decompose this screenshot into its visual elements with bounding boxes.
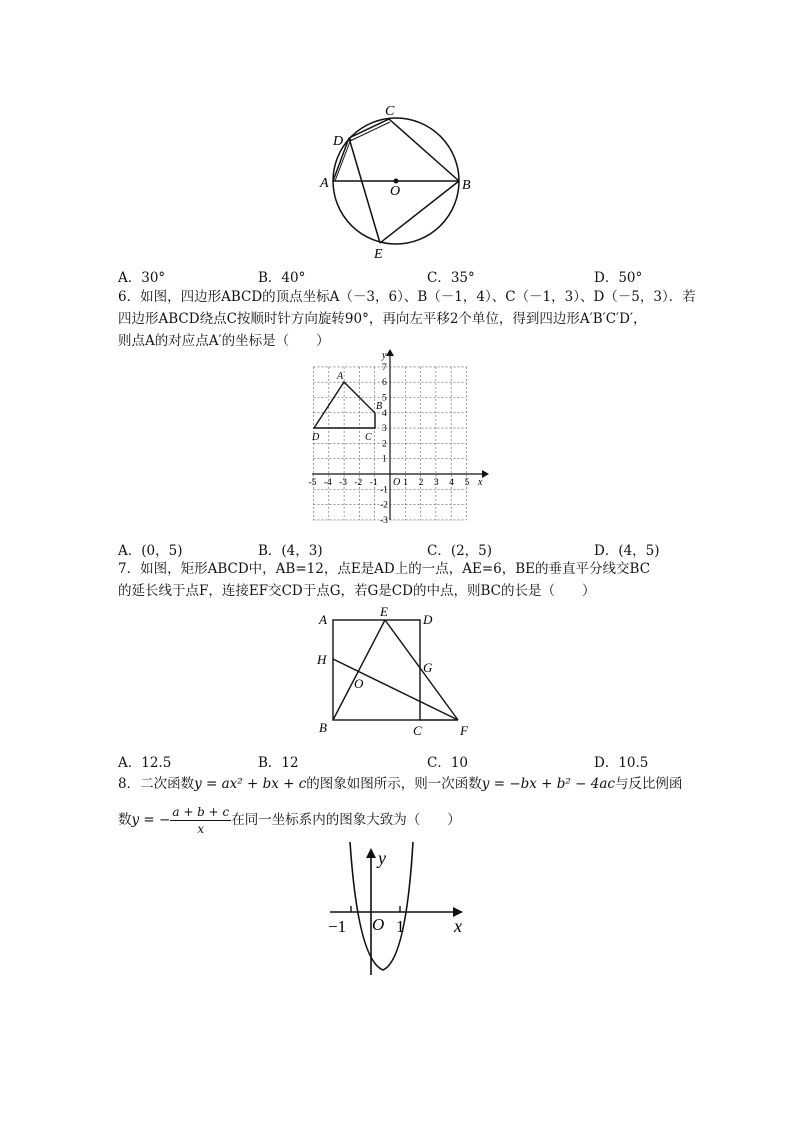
x-tick-label: -1	[369, 478, 378, 488]
q6-option-b[interactable]: B．(4，3)	[258, 543, 323, 559]
y-axis-arrow	[366, 848, 376, 858]
label-o: O	[393, 477, 401, 488]
x-tick-label: 1	[403, 478, 409, 488]
segment-ef	[385, 620, 458, 720]
q8-fraction-numerator: a + b + c	[172, 805, 230, 819]
q7-option-b[interactable]: B．12	[258, 755, 299, 771]
x-tick-label: 3	[433, 478, 439, 488]
y-tick-label: -3	[380, 515, 388, 526]
label-e: E	[380, 604, 388, 619]
label-c: C	[365, 432, 372, 443]
segment-dc	[349, 119, 389, 138]
y-tick-label: 6	[382, 378, 387, 389]
x-axis-arrow	[482, 470, 489, 478]
q8-text-b: 的图象如图所示，则一次函数	[306, 776, 482, 792]
y-tick-label: 4	[382, 408, 387, 419]
segment-hf	[333, 659, 458, 720]
q5-option-a[interactable]: A．30°	[118, 270, 166, 286]
q5-option-c[interactable]: C．35°	[427, 270, 475, 286]
label-c: C	[385, 104, 395, 119]
label-a: A	[337, 371, 344, 382]
label-o: O	[372, 915, 385, 934]
label-g: G	[423, 660, 433, 675]
x-tick-label: -5	[308, 478, 317, 488]
label-x: x	[454, 916, 462, 936]
x-tick-label: 5	[464, 478, 470, 488]
q5-option-b[interactable]: B．40°	[258, 270, 306, 286]
q8-stem-line2	[118, 803, 461, 837]
label-o: O	[354, 676, 364, 691]
q5-circle-figure	[300, 95, 500, 265]
label-b: B	[376, 401, 383, 412]
q6-stem-line3: 则点A的对应点A′的坐标是（ ）	[118, 333, 330, 349]
y-tick-label: 1	[382, 454, 387, 465]
x-tick-label: -4	[323, 478, 332, 488]
center-dot	[394, 179, 399, 184]
y-axis-arrow	[386, 349, 394, 356]
label-f: F	[460, 723, 468, 738]
label-h: H	[317, 652, 327, 667]
label-neg1: −1	[328, 917, 347, 936]
x-tick-label: 4	[449, 478, 454, 488]
q6-option-a[interactable]: A．(0，5)	[118, 543, 183, 559]
label-d: D	[423, 612, 433, 627]
q6-option-d[interactable]: D．(4，5)	[594, 543, 660, 559]
q7-option-c[interactable]: C．10	[427, 755, 469, 771]
label-b: B	[462, 178, 471, 193]
label-d: D	[312, 432, 320, 443]
y-tick-label: -1	[380, 485, 388, 496]
x-tick-label: -2	[354, 478, 363, 488]
y-tick-label: 7	[382, 362, 387, 373]
q8-text-d: 数	[118, 812, 132, 828]
q5-option-d[interactable]: D．50°	[594, 270, 643, 286]
q8-parabola-figure	[320, 840, 480, 980]
q8-fraction-denominator: x	[197, 822, 205, 836]
q6-stem-line2: 四边形ABCD绕点C按顺时针方向旋转90°，再向左平移2个单位，得到四边形A′B′C′D′，	[118, 311, 647, 327]
label-b: B	[319, 720, 327, 735]
label-x: x	[478, 477, 483, 488]
y-tick-label: 5	[382, 393, 387, 404]
quadrilateral-abcd	[314, 382, 375, 428]
q8-formula-quadratic: y = ax² + bx + c	[194, 776, 307, 792]
q7-stem-line1: 7．如图，矩形ABCD中，AB=12，点E是AD上的一点，AE=6，BE的垂直平分线交BC	[118, 561, 651, 577]
q8-fraction	[170, 804, 231, 837]
y-tick-label: 2	[382, 439, 387, 450]
y-tick-label: 3	[382, 424, 387, 435]
x-tick-label: 2	[418, 478, 424, 488]
label-o: O	[390, 184, 401, 199]
label-one: 1	[396, 917, 405, 936]
q6-stem-line1: 6．如图，四边形ABCD的顶点坐标A（－3，6）、B（－1，4）、C（－1，3）、D（－5，3）．若	[118, 289, 696, 305]
label-c: C	[413, 723, 422, 738]
q7-stem-line2: 的延长线于点F，连接EF交CD于点G，若G是CD的中点，则BC的长是（ ）	[118, 583, 596, 599]
q8-text-c: 与反比例函	[614, 776, 683, 792]
label-d: D	[333, 134, 344, 149]
q8-formula-prefix: y = −	[131, 812, 171, 828]
label-e: E	[374, 247, 383, 262]
q7-rectangle-figure	[310, 604, 480, 742]
q6-grid-figure	[306, 348, 492, 526]
q8-text-e: 在同一坐标系内的图象大致为（ ）	[231, 812, 461, 828]
segment-be	[333, 620, 385, 720]
label-y: y	[382, 350, 387, 361]
x-tick-label: -3	[339, 478, 348, 488]
q7-option-a[interactable]: A．12.5	[118, 755, 172, 771]
label-a: A	[320, 176, 329, 191]
q7-option-d[interactable]: D．10.5	[594, 755, 649, 771]
label-y: y	[378, 848, 386, 868]
tick-labels	[309, 363, 470, 526]
label-a: A	[319, 612, 327, 627]
q8-text-a: 8．二次函数	[118, 776, 195, 792]
q6-option-c[interactable]: C．(2，5)	[427, 543, 493, 559]
y-tick-label: -2	[380, 500, 388, 511]
segment-cb	[389, 119, 459, 181]
q8-stem-line1	[118, 774, 682, 794]
q8-formula-linear: y = −bx + b² − 4ac	[481, 776, 615, 792]
